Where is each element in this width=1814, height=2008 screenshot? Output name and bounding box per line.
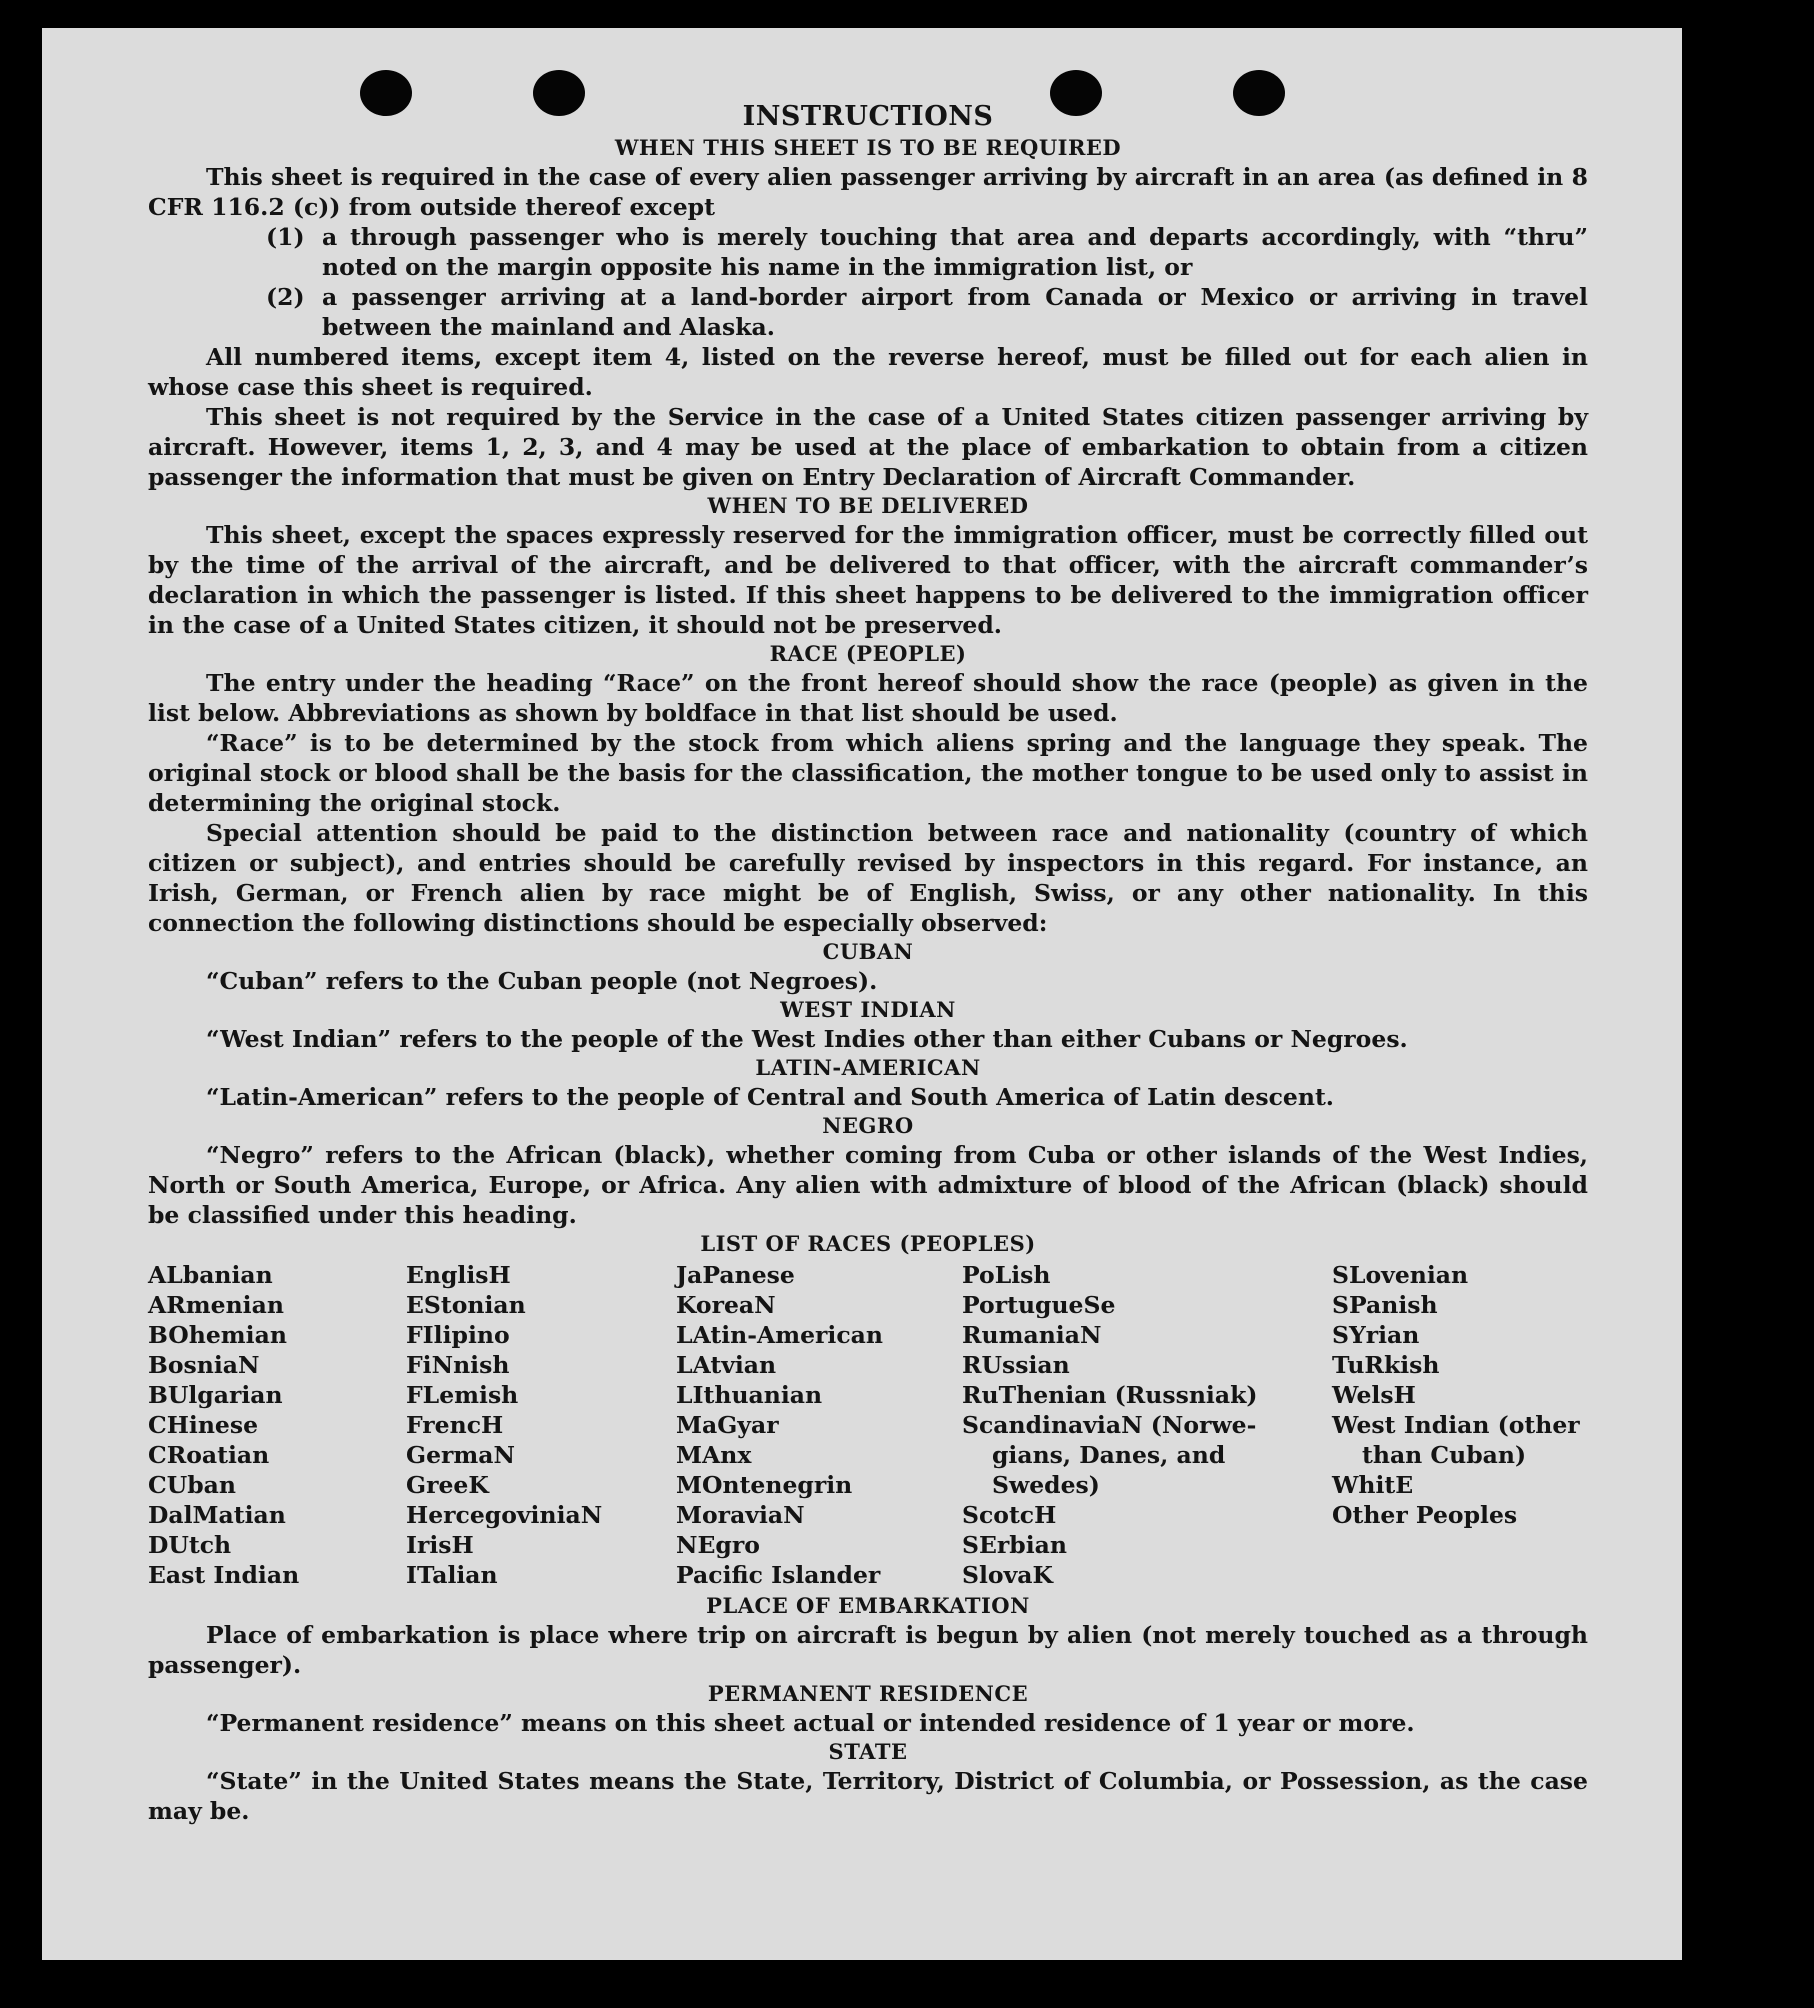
race-entry: RUssian (962, 1351, 1070, 1379)
paragraph: “Cuban” refers to the Cuban people (not Negroes). (206, 967, 878, 995)
race-entry: SYrian (1332, 1321, 1420, 1349)
item-number: (1) (266, 223, 305, 251)
race-entry: DUtch (148, 1531, 232, 1559)
paragraph: “Latin-American” refers to the people of Central and South America of Latin descent. (206, 1083, 1334, 1111)
exception-item (148, 222, 1588, 282)
race-entry: East Indian (148, 1561, 300, 1589)
races-column (406, 1260, 676, 1590)
paragraph: “Race” is to be determined by the stock from which aliens spring and the language they speak. The original stock or blood shall be the basis for the classification, the mother tongue to be used only to assist in determining the original stock. (148, 729, 1588, 817)
race-entry: SLovenian (1332, 1261, 1469, 1289)
race-entry: TuRkish (1332, 1351, 1440, 1379)
section-heading-races-list: LIST OF RACES (PEOPLES) (700, 1231, 1036, 1256)
race-entry: WhitE (1332, 1471, 1414, 1499)
race-entry: SErbian (962, 1531, 1067, 1559)
race-entry: PortugueSe (962, 1291, 1116, 1319)
section-heading-embarkation: PLACE OF EMBARKATION (706, 1593, 1030, 1618)
race-entry: SPanish (1332, 1291, 1438, 1319)
race-entry: ScandinaviaN (Norwe- (962, 1411, 1257, 1439)
exception-item (148, 282, 1588, 342)
paragraph: Place of embarkation is place where trip on aircraft is begun by alien (not merely touched as a through passenger). (148, 1621, 1588, 1679)
race-entry: BUlgarian (148, 1381, 283, 1409)
races-table (148, 1260, 1588, 1590)
section-heading-race: RACE (PEOPLE) (769, 641, 967, 666)
race-entry: MAnx (676, 1441, 752, 1469)
section-heading-negro: NEGRO (822, 1113, 914, 1138)
race-entry: CUban (148, 1471, 236, 1499)
item-number: (2) (266, 283, 305, 311)
race-entry: EStonian (406, 1291, 526, 1319)
race-entry: IrisH (406, 1531, 474, 1559)
race-entry: CRoatian (148, 1441, 270, 1469)
race-entry: LAtvian (676, 1351, 777, 1379)
race-entry: Other Peoples (1332, 1501, 1518, 1529)
race-entry: ARmenian (148, 1291, 284, 1319)
race-entry: ITalian (406, 1561, 498, 1589)
races-column (676, 1260, 962, 1590)
race-entry: FrencH (406, 1411, 504, 1439)
paragraph: The entry under the heading “Race” on the front hereof should show the race (people) as given in the list below. Abbreviations as shown by boldface in that list should be used. (148, 669, 1588, 727)
races-column (1332, 1260, 1588, 1590)
race-entry: ALbanian (148, 1261, 273, 1289)
page-title: INSTRUCTIONS (742, 101, 994, 132)
race-entry: BOhemian (148, 1321, 287, 1349)
section-heading-latin-american: LATIN-AMERICAN (755, 1055, 981, 1080)
race-entry-continued: Swedes) (992, 1471, 1100, 1499)
race-entry: HercegoviniaN (406, 1501, 603, 1529)
race-entry: FIlipino (406, 1321, 510, 1349)
paragraph: This sheet is not required by the Service in the case of a United States citizen passenger arriving by aircraft. However, items 1, 2, 3, and 4 may be used at the place of embarkation to obtain from a citizen passenger the information that must be given on Entry Declaration of Aircraft Commander. (148, 403, 1588, 491)
race-entry: West Indian (other (1332, 1411, 1580, 1439)
race-entry: MoraviaN (676, 1501, 805, 1529)
section-heading-required: WHEN THIS SHEET IS TO BE REQUIRED (614, 135, 1122, 160)
instructions-body (148, 100, 1588, 1826)
paragraph: This sheet is required in the case of every alien passenger arriving by aircraft in an area (as defined in 8 CFR 116.2 (c)) from outside thereof except (148, 163, 1588, 221)
section-heading-cuban: CUBAN (822, 939, 914, 964)
paragraph: This sheet, except the spaces expressly reserved for the immigration officer, must be correctly filled out by the time of the arrival of the aircraft, and be delivered to that officer, with the aircraft commander’s declaration in which the passenger is listed. If this sheet happens to be delivered to the immigration officer in the case of a United States citizen, it should not be preserved. (148, 521, 1588, 639)
races-column (962, 1260, 1332, 1590)
race-entry: KoreaN (676, 1291, 776, 1319)
race-entry: MOntenegrin (676, 1471, 853, 1499)
race-entry: WelsH (1332, 1381, 1416, 1409)
paragraph: All numbered items, except item 4, listed on the reverse hereof, must be filled out for each alien in whose case this sheet is required. (148, 343, 1588, 401)
paragraph: “State” in the United States means the State, Territory, District of Columbia, or Possession, as the case may be. (148, 1767, 1588, 1825)
race-entry: LIthuanian (676, 1381, 823, 1409)
section-heading-west-indian: WEST INDIAN (780, 997, 956, 1022)
paragraph: “Negro” refers to the African (black), whether coming from Cuba or other islands of the West Indies, North or South America, Europe, or Africa. Any alien with admixture of blood of the African (black) should be classified under this heading. (148, 1141, 1588, 1229)
race-entry: CHinese (148, 1411, 259, 1439)
item-text: a passenger arriving at a land-border airport from Canada or Mexico or arriving in travel between the mainland and Alaska. (322, 283, 1588, 341)
section-heading-state: STATE (828, 1739, 908, 1764)
race-entry: LAtin-American (676, 1321, 883, 1349)
document-sheet (42, 28, 1682, 1960)
race-entry: ScotcH (962, 1501, 1057, 1529)
race-entry: EnglisH (406, 1261, 511, 1289)
race-entry: GermaN (406, 1441, 515, 1469)
race-entry: GreeK (406, 1471, 489, 1499)
section-heading-residence: PERMANENT RESIDENCE (707, 1681, 1029, 1706)
races-column (148, 1260, 406, 1590)
paragraph: Special attention should be paid to the distinction between race and nationality (country of which citizen or subject), and entries should be carefully revised by inspectors in this regard. For instance, an Irish, German, or French alien by race might be of English, Swiss, or any other nationality. In this connection the following distinctions should be especially observed: (148, 819, 1588, 937)
race-entry: DalMatian (148, 1501, 286, 1529)
section-heading-delivered: WHEN TO BE DELIVERED (707, 493, 1029, 518)
race-entry: SlovaK (962, 1561, 1053, 1589)
race-entry: RuThenian (Russniak) (962, 1381, 1258, 1409)
paragraph: “West Indian” refers to the people of the West Indies other than either Cubans or Negroes. (206, 1025, 1408, 1053)
item-text: a through passenger who is merely touching that area and departs accordingly, with “thru” noted on the margin opposite his name in the immigration list, or (322, 223, 1588, 281)
race-entry: JaPanese (676, 1261, 795, 1289)
race-entry: RumaniaN (962, 1321, 1102, 1349)
race-entry: Pacific Islander (676, 1561, 881, 1589)
race-entry: FLemish (406, 1381, 519, 1409)
paragraph: “Permanent residence” means on this sheet actual or intended residence of 1 year or more. (206, 1709, 1415, 1737)
race-entry: PoLish (962, 1261, 1051, 1289)
race-entry: MaGyar (676, 1411, 779, 1439)
race-entry: NEgro (676, 1531, 760, 1559)
race-entry-continued: than Cuban) (1362, 1441, 1527, 1469)
race-entry: FiNnish (406, 1351, 510, 1379)
race-entry-continued: gians, Danes, and (992, 1441, 1226, 1469)
race-entry: BosniaN (148, 1351, 260, 1379)
